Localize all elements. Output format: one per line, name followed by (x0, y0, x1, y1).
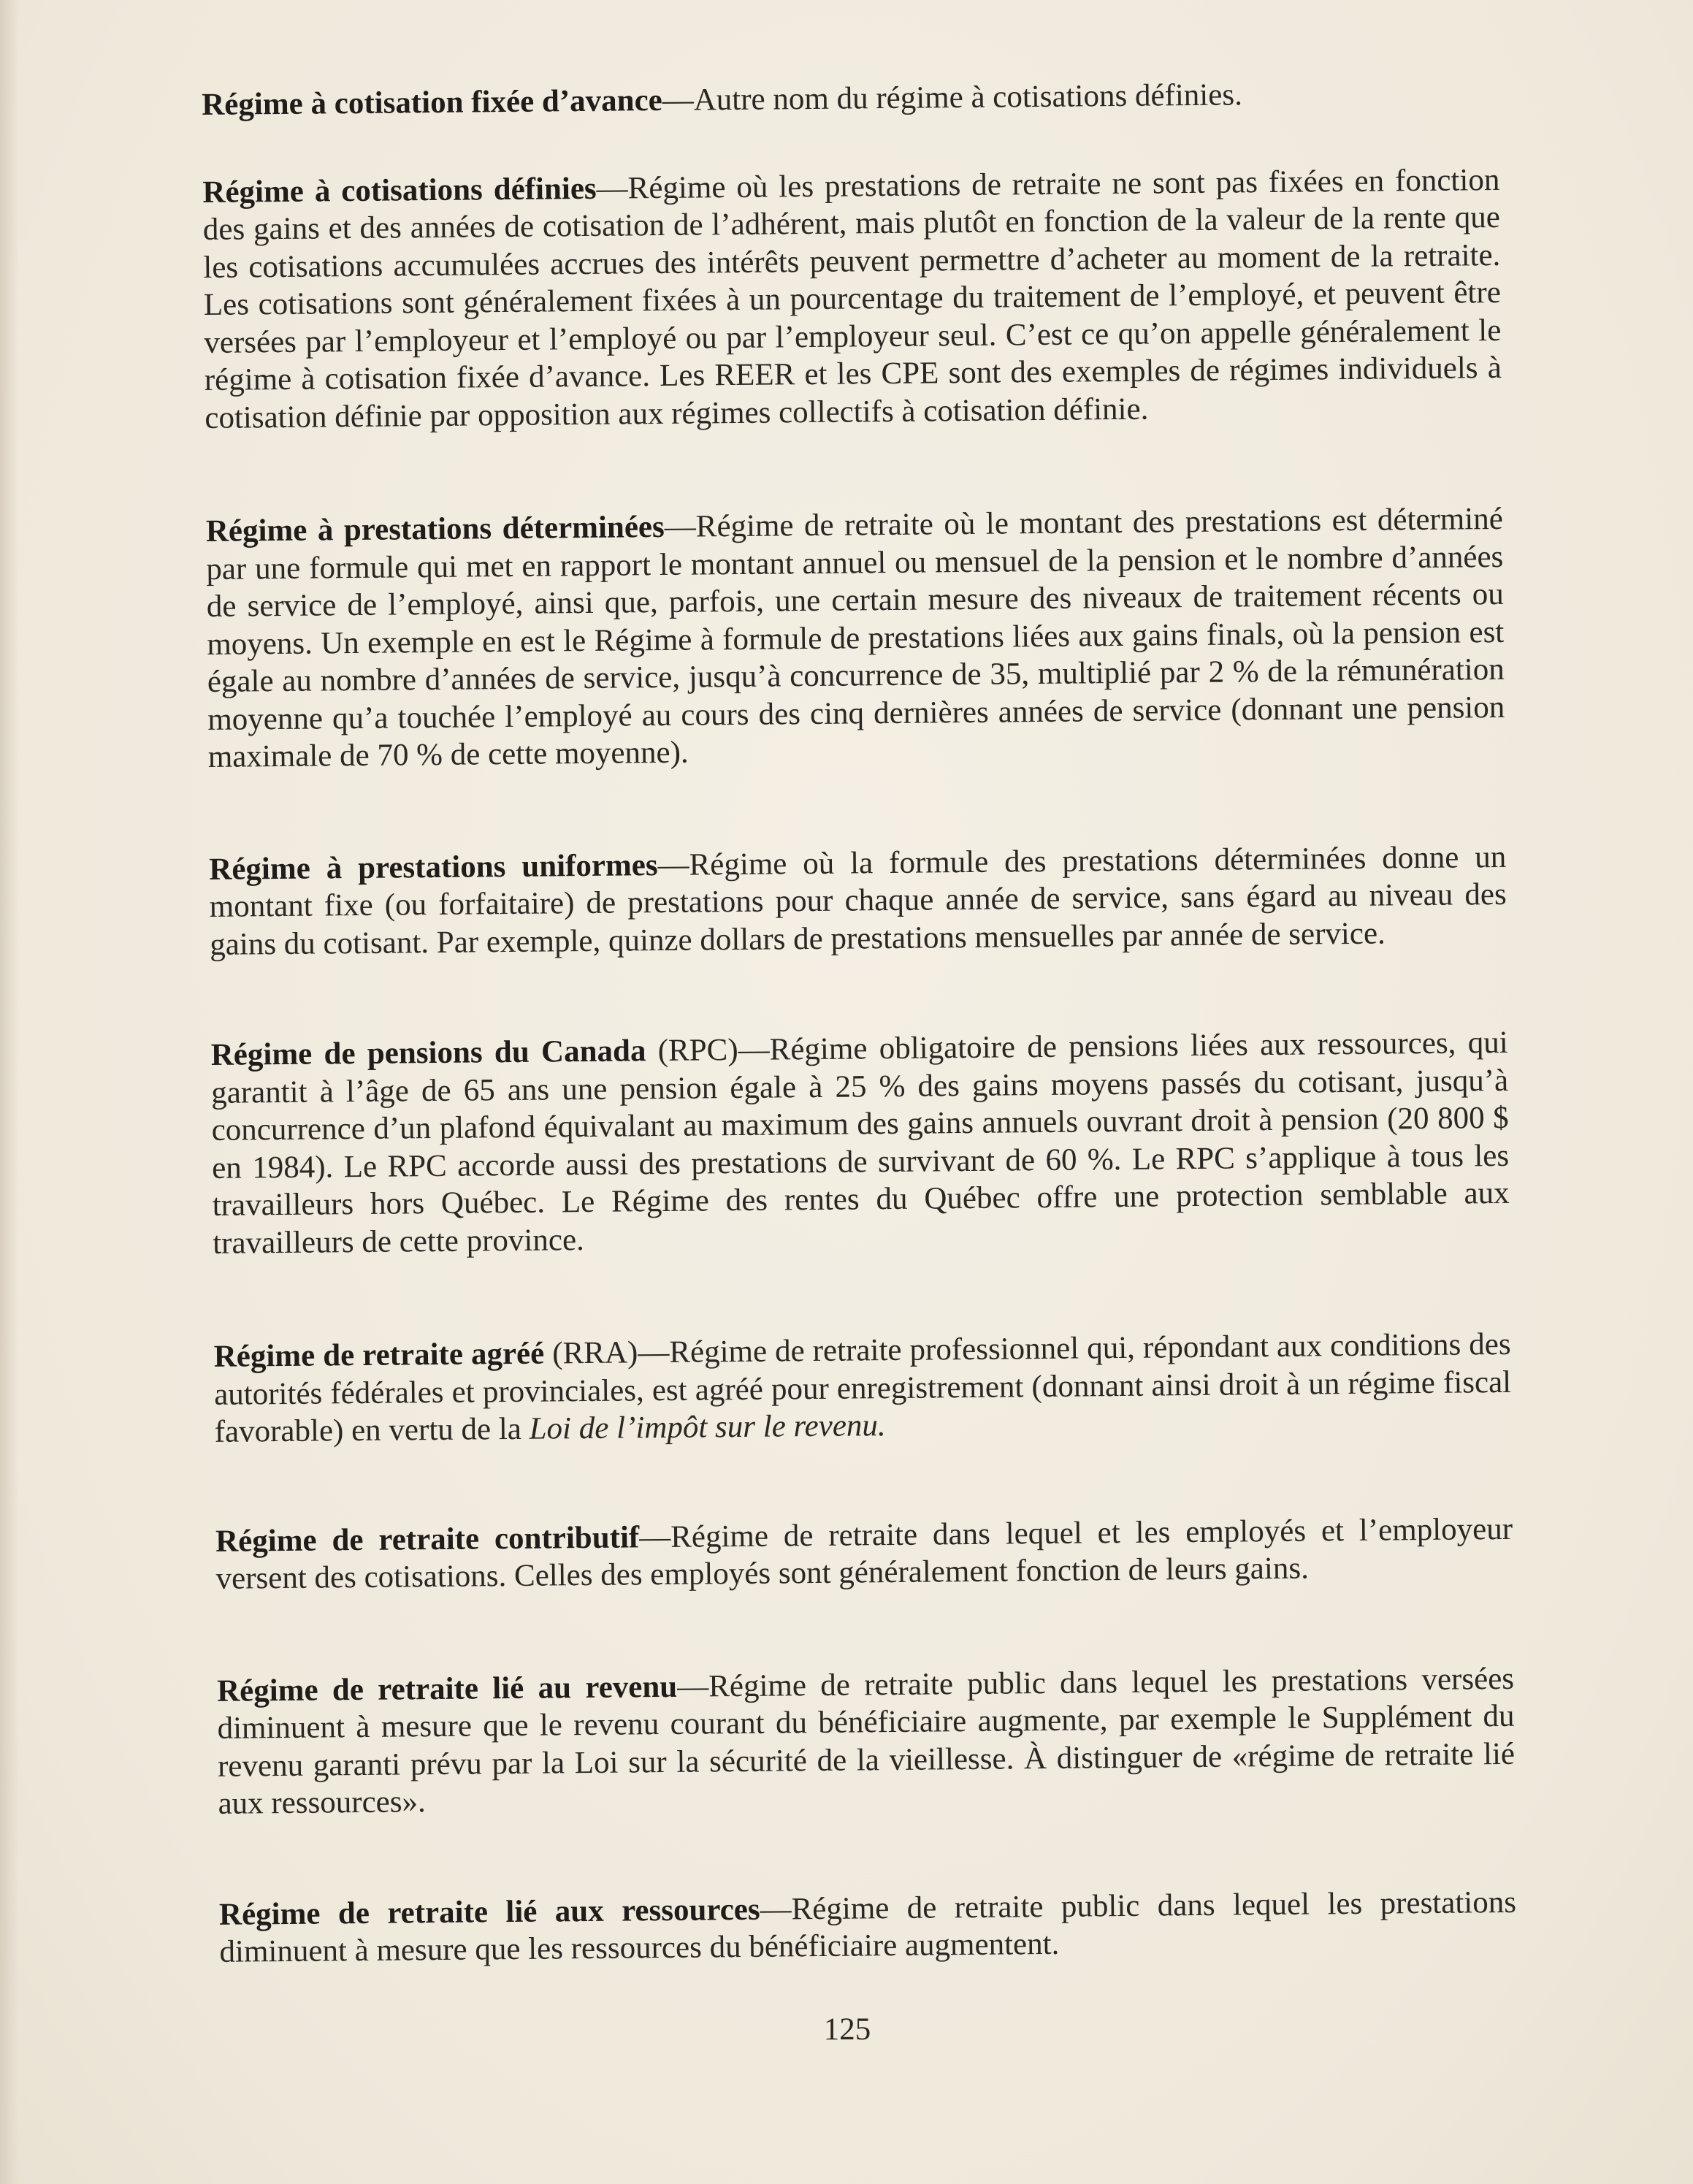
glossary-definition: —Régime de retraite public dans lequel les prestations versées diminuent à mesure que le revenu courant du bénéficiaire augmente, par exemple le Supplément du revenu garanti prévu par la Loi sur la sécurité de la vieillesse. À distinguer de «régime de retraite lié aux ressources». (217, 1661, 1516, 1821)
glossary-definition: —Régime où la formule des prestations déterminées donne un montant fixe (ou forfaitaire) de prestations pour chaque année de service, sans égard au niveau des gains du cotisant. Par exemple, quinze dollars de prestations mensuelles par année de service. (209, 839, 1507, 962)
glossary-definition: (RPC)—Régime obligatoire de pensions liées aux ressources, qui garantit à l’âge de 65 ans une pension égale à 25 % des gains moyens passés du cotisant, jusqu’à concurrence d’un plafond équivalant au maximum des gains annuels ouvrant droit à pension (20 800 $ en 1984). Le RPC accorde aussi des prestations de survivant de 60 %. Le RPC s’applique à tous les travailleurs hors Québec. Le Régime des rentes du Québec offre une protection semblable aux travailleurs de cette province. (211, 1025, 1510, 1261)
glossary-entry (210, 1024, 1510, 1262)
glossary-term: Régime à prestations déterminées (205, 509, 665, 549)
glossary-entry (202, 74, 1499, 124)
glossary-term: Régime à prestations uniformes (209, 847, 658, 887)
glossary-entry (209, 838, 1507, 963)
glossary-term: Régime à cotisations définies (202, 171, 597, 210)
glossary-entry (217, 1660, 1516, 1822)
glossary-definition: —Régime de retraite où le montant des prestations est déterminé par une formule qui met en rapport le montant annuel ou mensuel de la pension et le nombre d’années de service de l’employé, ainsi que, parfois, une certain mesure des niveaux de traitement récents ou moyens. Un exemple en est le Régime à formule de prestations liées aux gains finals, où la pension est égale au nombre d’années de service, jusqu’à concurrence de 35, multiplié par 2 % de la rémunération moyenne qu’a touchée l’employé au cours des cinq dernières années de service (donnant une pension maximale de 70 % de cette moyenne). (206, 501, 1505, 774)
glossary-definition: —Autre nom du régime à cotisations définies. (662, 77, 1243, 118)
law-title: Loi de l’impôt sur le revenu. (529, 1408, 886, 1446)
glossary-definition: —Régime de retraite public dans lequel les prestations diminuent à mesure que les ressources du bénéficiaire augmentent. (219, 1885, 1517, 1969)
page-number: 125 (823, 2012, 871, 2047)
glossary-entry (202, 161, 1502, 437)
glossary-term: Régime de retraite agréé (213, 1336, 545, 1374)
glossary-entry (213, 1326, 1511, 1451)
glossary-term: Régime de retraite lié au revenu (216, 1669, 678, 1708)
glossary-text (202, 74, 1517, 1971)
glossary-term: Régime de retraite contributif (215, 1519, 640, 1559)
glossary-definition: (RRA)—Régime de retraite professionnel qui, répondant aux conditions des autorités fédérales et provinciales, est agréé pour enregistrement (donnant ainsi droit à un régime fiscal favorable) en vertu de la (213, 1326, 1512, 1449)
page-edge-shadow (0, 0, 19, 2184)
glossary-entry (215, 1510, 1513, 1597)
glossary-term: Régime à cotisation fixée d’avance (202, 83, 662, 122)
glossary-definition: —Régime de retraite dans lequel et les employés et l’employeur versent des cotisations. Celles des employés sont généralement fonction de leurs gains. (215, 1511, 1513, 1596)
glossary-term: Régime de retraite lié aux ressources (218, 1892, 760, 1932)
glossary-entry (219, 1883, 1517, 1971)
glossary-entry (206, 500, 1505, 776)
glossary-term: Régime de pensions du Canada (210, 1034, 646, 1072)
glossary-definition: —Régime où les prestations de retraite ne sont pas fixées en fonction des gains et des années de cotisation de l’adhérent, mais plutôt en fonction de la valeur de la rente que les cotisations accumulées accrues des intérêts peuvent permettre d’acheter au moment de la retraite. Les cotisations sont généralement fixées à un pourcentage du traitement de l’employé, et peuvent être versées par l’employeur et l’employé ou par l’employeur seul. C’est ce qu’on appelle généralement le régime à cotisation fixée d’avance. Les REER et les CPE sont des exemples de régimes individuels à cotisation définie par opposition aux régimes collectifs à cotisation définie. (202, 162, 1502, 435)
